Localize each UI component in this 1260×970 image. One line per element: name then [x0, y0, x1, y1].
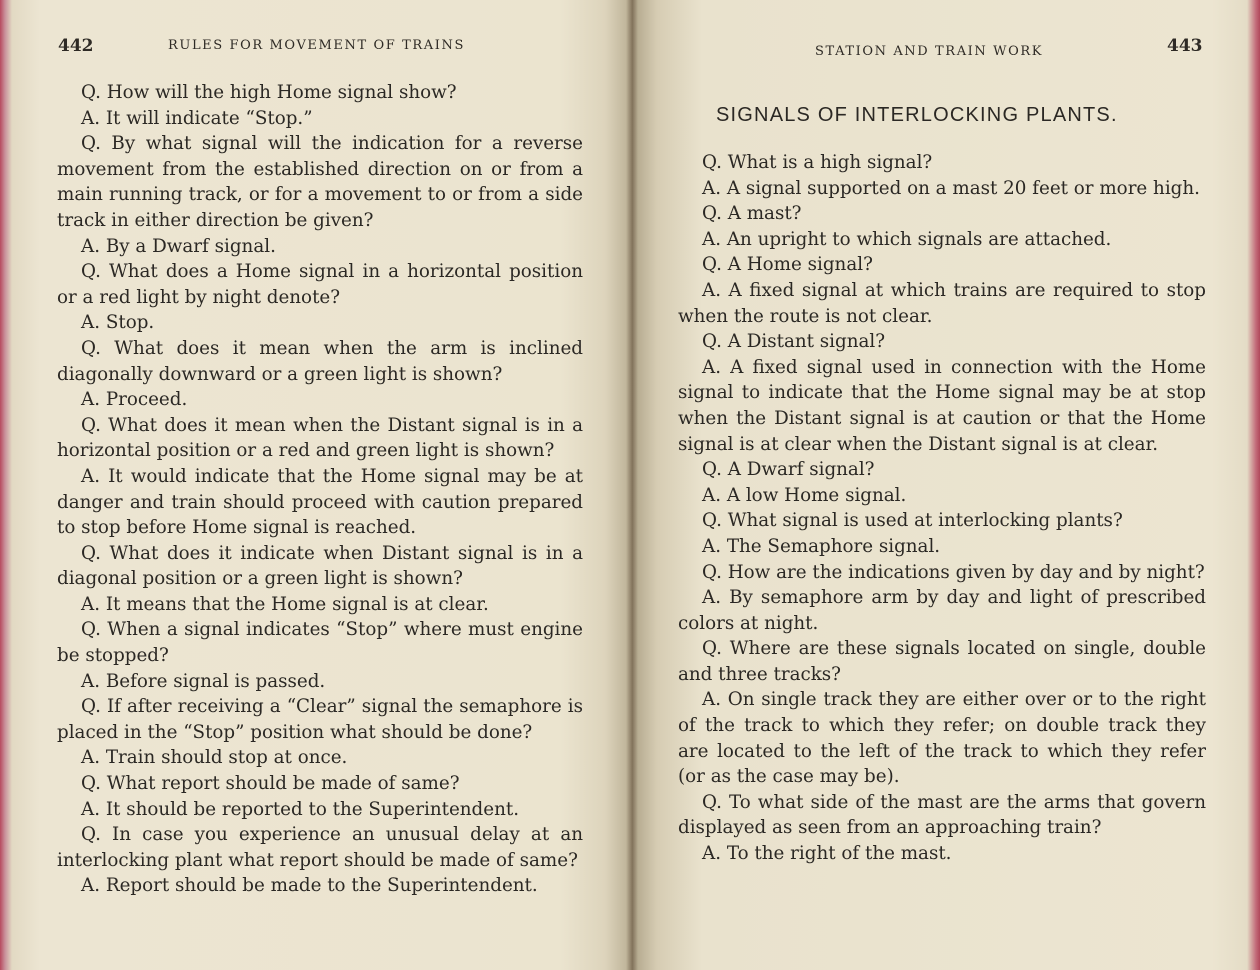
- question: Q. What signal is used at interlocking plants?: [702, 510, 1123, 532]
- question: Q. What does a Home signal in a horizontal position or a red light by night denote?: [57, 261, 583, 308]
- book-gutter: [626, 0, 638, 970]
- answer: A. A fixed signal at which trains are required to stop when the route is not clear.: [678, 279, 1206, 327]
- question: Q. To what side of the mast are the arms that govern displayed as seen from an approaching train?: [678, 791, 1206, 839]
- answer: A. It will indicate “Stop.”: [81, 107, 313, 129]
- answer: A. Train should stop at once.: [81, 747, 348, 769]
- answer: A. Stop.: [81, 312, 155, 334]
- question: Q. What report should be made of same?: [81, 773, 460, 795]
- question: Q. A mast?: [702, 203, 802, 225]
- answer: A. A signal supported on a mast 20 feet or more high.: [702, 177, 1200, 199]
- question: Q. Where are these signals located on single, double and three tracks?: [678, 638, 1206, 685]
- question: Q. When a signal indicates “Stop” where must engine be stopped?: [57, 619, 583, 667]
- question: Q. In case you experience an unusual delay at an interlocking plant what report should be made of same?: [57, 824, 583, 871]
- qa-text: [678, 150, 1206, 867]
- answer: A. An upright to which signals are attached.: [702, 228, 1112, 250]
- answer: A. It should be reported to the Superintendent.: [81, 798, 520, 820]
- answer: A. The Semaphore signal.: [702, 535, 941, 557]
- answer: A. By semaphore arm by day and light of prescribed colors at night.: [678, 587, 1206, 634]
- running-head: STATION AND TRAIN WORK: [815, 44, 1044, 59]
- question: Q. What does it mean when the Distant signal is in a horizontal position or a red and green light is shown?: [57, 414, 583, 462]
- answer: A. It means that the Home signal is at clear.: [81, 593, 489, 615]
- answer: A. Before signal is passed.: [81, 670, 326, 692]
- answer: A. On single track they are either over or to the right of the track to which they refer; on double track they are located to the left of the track to which they refer (or as the case may be).: [678, 689, 1206, 788]
- section-title: SIGNALS OF INTERLOCKING PLANTS.: [716, 104, 1118, 126]
- answer: A. To the right of the mast.: [702, 843, 952, 865]
- question: Q. How will the high Home signal show?: [81, 82, 457, 103]
- question: Q. What does it indicate when Distant signal is in a diagonal position or a green light is shown?: [57, 542, 583, 590]
- question: Q. What does it mean when the arm is inclined diagonally downward or a green light is shown?: [57, 337, 583, 385]
- answer: A. Report should be made to the Superintendent.: [81, 875, 538, 897]
- question: Q. If after receiving a “Clear” signal the semaphore is placed in the “Stop” position what should be done?: [57, 696, 583, 743]
- answer: A. A fixed signal used in connection with the Home signal to indicate that the Home signal may be at stop when the Distant signal is at caution or that the Home signal is at clear when the Distant signal is at clear.: [678, 356, 1206, 455]
- qa-text: [57, 80, 583, 899]
- question: Q. A Home signal?: [702, 254, 873, 276]
- answer: A. A low Home signal.: [702, 484, 907, 506]
- answer: A. It would indicate that the Home signal may be at danger and train should proceed with caution prepared to stop before Home signal is reached.: [57, 465, 583, 539]
- answer: A. By a Dwarf signal.: [81, 235, 276, 257]
- question: Q. A Dwarf signal?: [702, 459, 875, 481]
- page-number: 442: [58, 36, 94, 56]
- question: Q. How are the indications given by day and by night?: [702, 561, 1205, 583]
- running-head: RULES FOR MOVEMENT OF TRAINS: [168, 38, 465, 53]
- question: Q. What is a high signal?: [702, 152, 933, 173]
- question: Q. By what signal will the indication for a reverse movement from the established direction on or from a main running track, or for a movement to or from a side track in either direction be given?: [57, 133, 583, 231]
- question: Q. A Distant signal?: [702, 331, 886, 353]
- answer: A. Proceed.: [81, 389, 188, 411]
- page-number: 443: [1167, 36, 1203, 56]
